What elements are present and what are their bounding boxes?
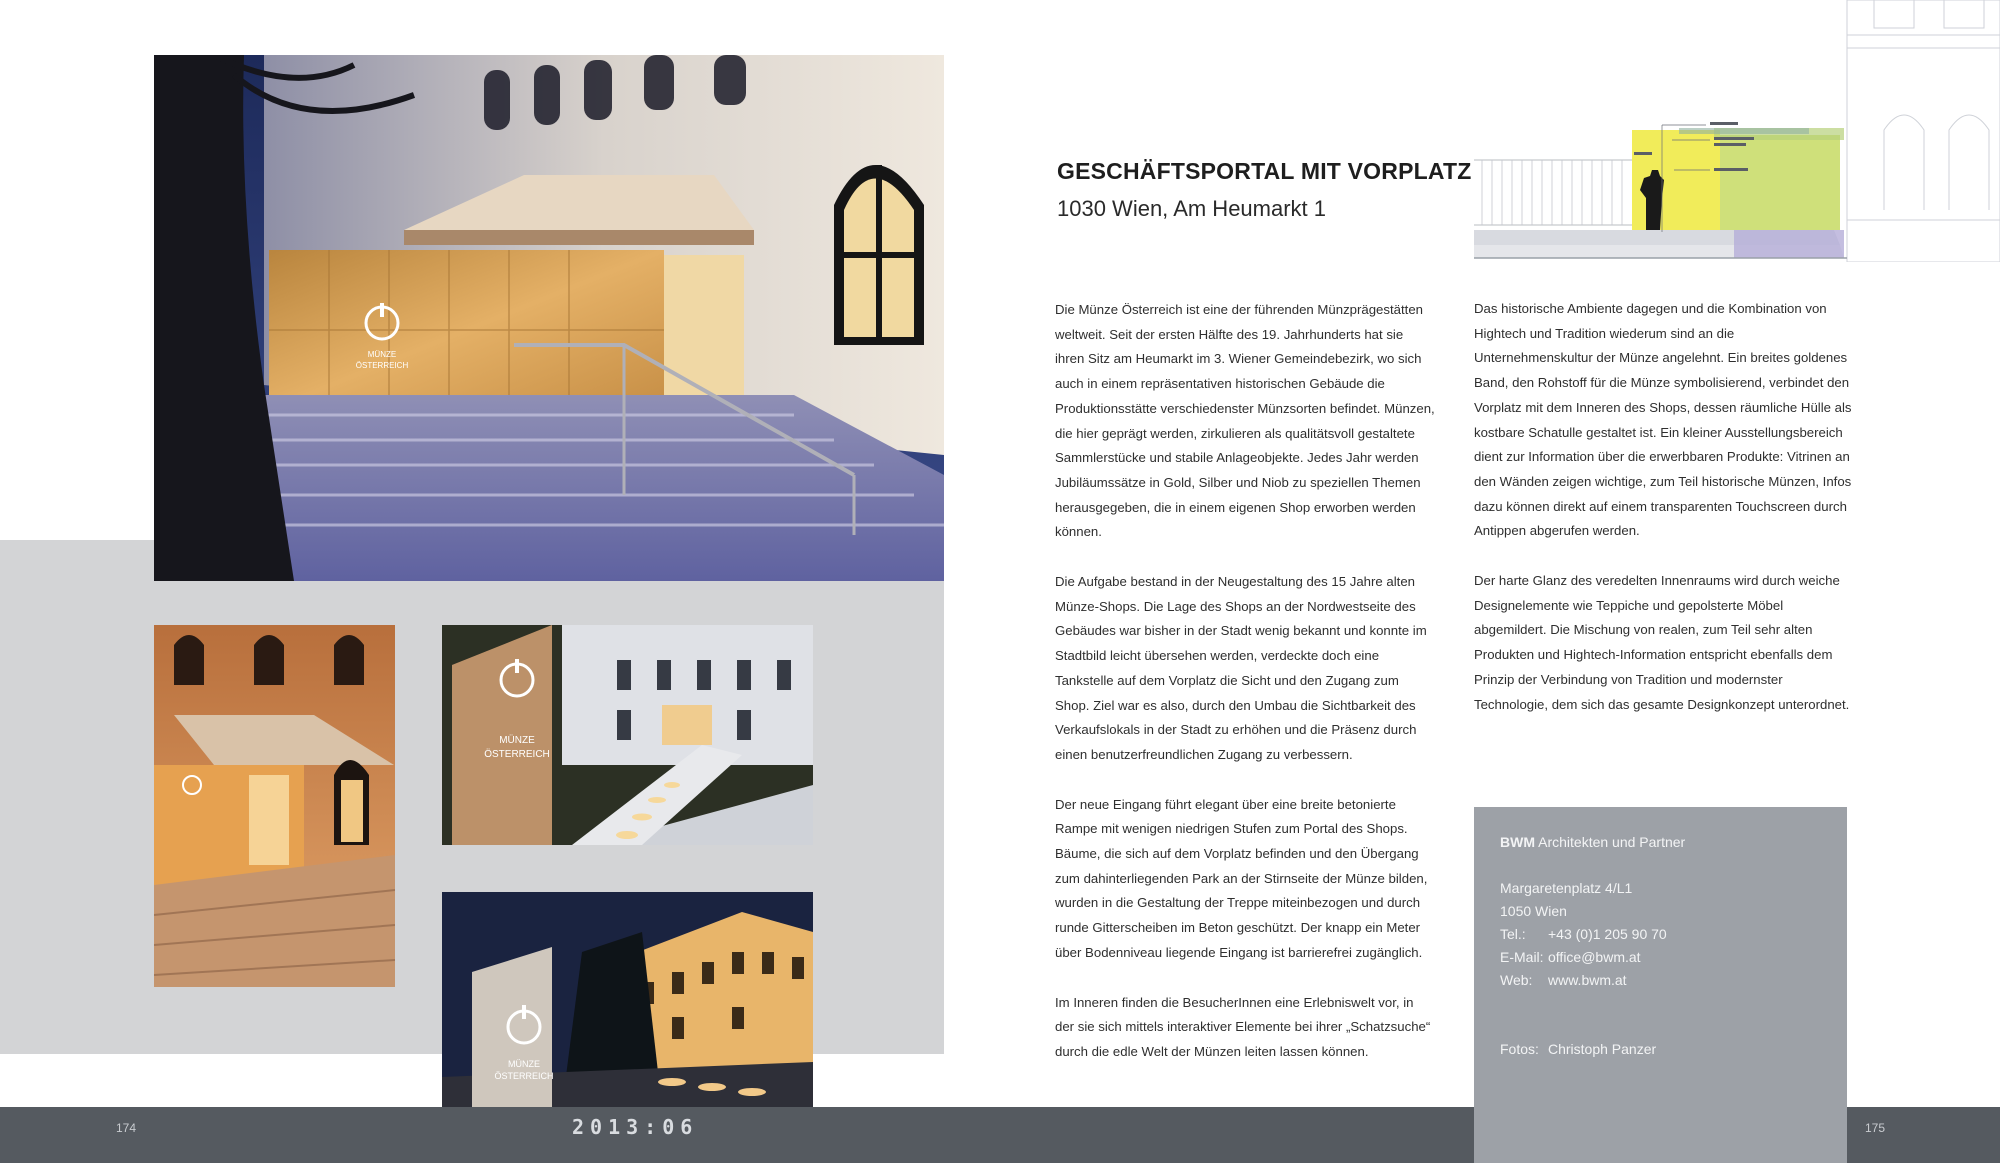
sign-text-line1: MÜNZE: [499, 735, 535, 746]
photo-credit-value: Christoph Panzer: [1548, 1041, 1657, 1057]
architect-info-box: [1474, 807, 1847, 1163]
web-label: Web:: [1500, 972, 1533, 988]
firm-city: 1050 Wien: [1500, 903, 1567, 919]
firm-street: Margaretenplatz 4/L1: [1500, 880, 1633, 896]
web-value: www.bwm.at: [1548, 972, 1627, 988]
photo-main-entrance: [154, 55, 944, 581]
sign-text-line2: ÖSTERREICH: [355, 361, 409, 370]
paragraph: Der neue Eingang führt elegant über eine breite betonierte Rampe mit wenigen niedrigen Stufen zum Portal des Shops. Bäume, die sich auf dem Vorplatz befinden und den Übergang zum dahinterliegenden Park an der Stirnseite der Münze bilden, wurden in die Gestaltung der Treppe miteinbezogen und durch runde Gitterscheiben im Beton geschützt. Der knapp ein Meter über Bodenniveau liegende Eingang ist barrierefrei zugänglich.: [1055, 796, 1428, 960]
paragraph: Im Inneren finden die BesucherInnen eine Erlebniswelt vor, in der sie sich mittels interaktiver Elemente bei ihrer „Schatzsuche“ durch die edle Welt der Münzen leiten lassen können.: [1055, 994, 1431, 1059]
page-number-left: 174: [116, 1121, 137, 1135]
page-number-right: 175: [1865, 1121, 1886, 1135]
photo-entrance-detail: [154, 625, 395, 987]
sign-text-line2: ÖSTERREICH: [484, 749, 550, 760]
text-column-right: [1474, 297, 1854, 742]
paragraph: Die Aufgabe bestand in der Neugestaltung des 15 Jahre alten Münze-Shops. Die Lage des Shops an der Nordwestseite des Gebäudes war bisher in der Stadt wenig bekannt und konnte im Stadtbild leicht übersehen werden, verdeckte doch eine Tankstelle auf dem Vorplatz die Sicht und den Zugang zum Shop. Ziel war es also, durch den Umbau die Sichtbarkeit des Verkaufslokals in der Stadt zu erhöhen und die Präsenz durch einen benutzerfreundlichen Zugang zu verbessern.: [1055, 574, 1427, 762]
article-address: 1030 Wien, Am Heumarkt 1: [1057, 196, 1327, 221]
photo-credit: [1500, 1041, 1656, 1057]
sign-text-line2: ÖSTERREICH: [494, 1071, 554, 1081]
photo-night-facade: [442, 892, 813, 1107]
paragraph: Der harte Glanz des veredelten Innenraums wird durch weiche Designelemente wie Teppiche und gepolsterte Möbel abgemildert. Die Mischung von realen, zum Teil sehr alten Produkten und Hightech-Information entspricht ebenfalls dem Prinzip der Verbindung von Tradition und modernster Technologie, dem sich das gesamte Designkonzept unterordnet.: [1474, 573, 1850, 712]
firm-name-bold: BWM: [1500, 834, 1535, 850]
email-value: office@bwm.at: [1548, 949, 1641, 965]
paragraph: Die Münze Österreich ist eine der führenden Münzprägestätten weltweit. Seit der ersten Hälfte des 19. Jahrhunderts hat sie ihren Sitz am Heumarkt im 3. Wiener Gemeindebezirk, wo sich auch in einem repräsentativen historischen Gebäude die Produktionsstätte verschiedenster Münzsorten befindet. Münzen, die hier geprägt werden, zirkulieren als qualitätsvoll gestaltete Sammlerstücke und stabile Anlageobjekte. Jedes Jahr werden Jubiläumssätze in Gold, Silber und Niob zu speziellen Themen herausgegeben, die in einem eigenen Shop erworben werden können.: [1055, 302, 1435, 540]
firm-web: [1500, 972, 1627, 988]
firm-email: [1500, 949, 1641, 965]
tel-value: +43 (0)1 205 90 70: [1548, 926, 1667, 942]
sign-text-line1: MÜNZE: [367, 350, 397, 359]
elevation-drawing: [1474, 0, 2000, 262]
firm-line: [1500, 834, 1685, 850]
photo-credit-label: Fotos:: [1500, 1041, 1539, 1057]
paragraph: Das historische Ambiente dagegen und die Kombination von Hightech und Tradition wiederum sind an die Unternehmenskultur der Münze angelehnt. Ein breites goldenes Band, den Rohstoff für die Münze symbolisierend, verbindet den Vorplatz mit dem Inneren des Shops, dessen räumliche Hülle als kostbare Schatulle gestaltet ist. Ein kleiner Ausstellungsbereich dient zur Information über die erwerbbaren Produkte: Vitrinen an den Wänden zeigen wichtige, zum Teil historische Münzen, Infos dazu können direkt auf einem transparenten Touchscreen durch Antippen abgerufen werden.: [1474, 301, 1852, 539]
firm-name-rest: Architekten und Partner: [1535, 834, 1686, 850]
email-label: E-Mail:: [1500, 949, 1544, 965]
text-column-left: [1055, 298, 1435, 1090]
tel-label: Tel.:: [1500, 926, 1526, 942]
issue-label: 2013:06: [572, 1115, 699, 1139]
firm-tel: [1500, 926, 1667, 942]
sign-text-line1: MÜNZE: [508, 1059, 540, 1069]
photo-sign-totem: [442, 625, 813, 845]
article-title: GESCHÄFTSPORTAL MIT VORPLATZ: [1057, 158, 1472, 184]
